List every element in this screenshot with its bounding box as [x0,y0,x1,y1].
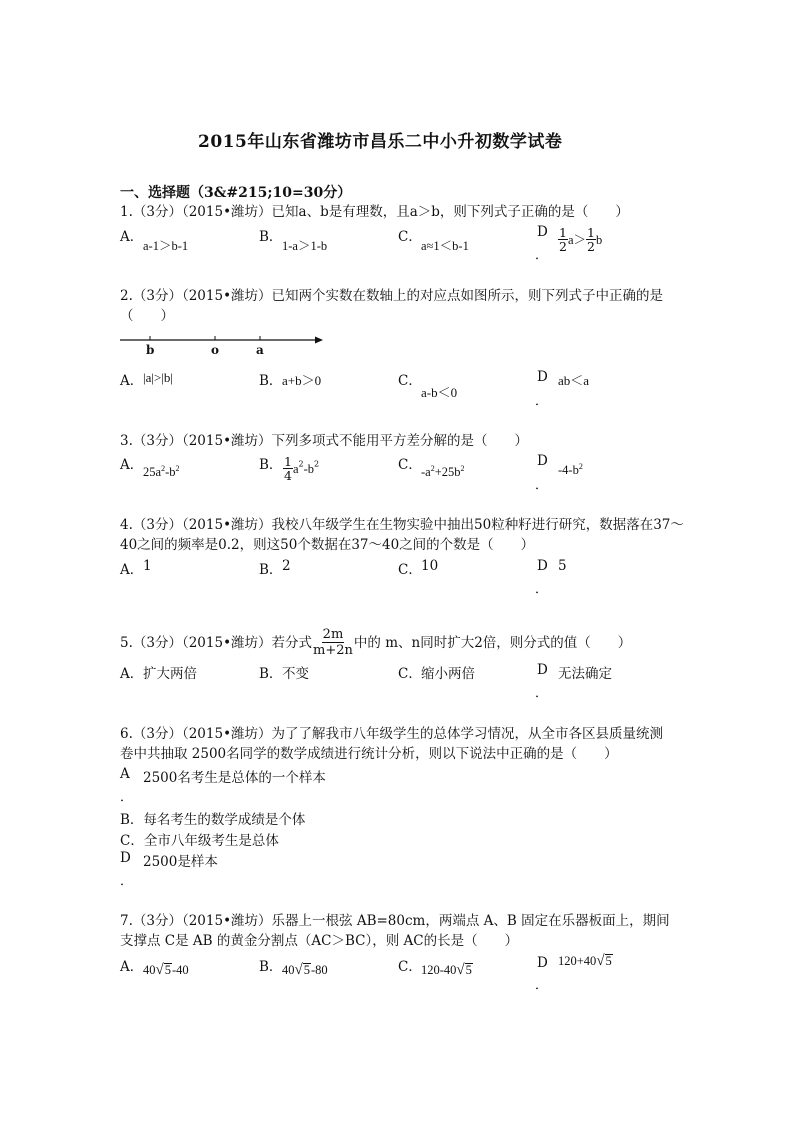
q6-option-a-label: A [120,766,130,782]
q5-option-a: 扩大两倍 [143,666,197,682]
q7-option-c-label: C． [398,959,422,975]
q3-b-fraction: $\frac{1}{4}$ [284,454,292,483]
q2-option-c: a-b＜0 [421,385,458,400]
q6-option-a: 2500名考生是总体的一个样本 [143,770,326,786]
q2-option-d: ab＜a [558,373,590,388]
question-6-stem-line2: 卷中共抽取 2500名同学的数学成绩进行统计分析，则以下说法中正确的是（ ） [120,746,618,762]
question-6-stem-line1: 6.（3分）（2015•潍坊）为了了解我市八年级学生的总体学习情况，从全市各区县质量统测 [120,726,664,742]
question-5-stem: 5.（3分）（2015•潍坊）若分式 $\frac{2m}{m+2n}$ 中的 m、n同时扩大2倍，则分式的值（ ） [120,627,632,658]
q2-option-c-label: C． [398,373,422,389]
q2-option-b: a+b＞0 [282,373,322,388]
q3-option-d: $-4-b^2$ [558,462,583,478]
q1-d-fraction-2: $\frac{1}{2}$ [587,225,595,254]
q4-option-d-label: D [537,558,548,574]
q4-option-c-label: C． [398,562,422,578]
q4-option-a-label: A． [120,562,144,578]
q1-option-d: $\frac{1}{2}$ a＞ $\frac{1}{2}$ b [559,225,603,254]
q4-option-d: 5 [558,558,567,574]
number-line-label-b: b [146,343,155,357]
q2-option-d-label: D [537,369,548,385]
q4-option-a: 1 [143,558,152,574]
sqrt-icon: √ [456,962,465,978]
q3-option-c-label: C． [398,457,422,473]
q4-option-b: 2 [282,558,291,574]
question-1-stem: 1.（3分）（2015•潍坊）已知a、b是有理数，且a＞b，则下列式子正确的是（ ） [120,204,629,220]
q5-option-c-label: C． [398,666,422,682]
q5-option-d: 无法确定 [558,666,612,682]
q1-option-c: a≈1＜b-1 [421,239,469,253]
q3-option-d-dot: ． [535,478,549,493]
q7-option-c: 120-40√5 [421,962,472,978]
sqrt-icon: √ [294,962,303,978]
q7-option-a-label: A． [120,959,144,975]
section-heading: 一、选择题（3&#215;10=30分） [120,185,352,201]
question-2-stem-line1: 2.（3分）（2015•潍坊）已知两个实数在数轴上的对应点如图所示，则下列式子中正确的是 [120,288,664,304]
q6-option-a-dot: ． [120,790,134,805]
q6-option-d-label: D [120,850,131,866]
q2-option-d-dot: ． [535,394,549,409]
number-line-arrow [315,337,323,344]
q5-option-d-label: D [537,662,548,678]
q7-option-d: 120+40√5 [558,953,612,969]
q4-option-b-label: B． [259,562,283,578]
q4-option-d-dot: ． [535,582,549,597]
q1-d-fraction-1: $\frac{1}{2}$ [559,225,567,254]
q3-option-d-label: D [537,453,548,469]
q7-option-b: 40√5-80 [282,962,328,978]
question-3-stem: 3.（3分）（2015•潍坊）下列多项式不能用平方差分解的是（ ） [120,433,529,449]
q6-option-b: B．每名考生的数学成绩是个体 [120,812,306,828]
sqrt-icon: √ [155,962,164,978]
q2-option-a-label: A． [120,373,144,389]
q1-option-d-label: D [537,224,548,240]
q5-option-b-label: B． [259,666,283,682]
q7-option-a: 40√5-40 [143,962,189,978]
q1-option-b-label: B． [259,229,283,245]
q6-option-d: 2500是样本 [143,854,218,870]
q2-option-b-label: B． [259,373,283,389]
page-title: 2015年山东省潍坊市昌乐二中小升初数学试卷 [198,132,563,152]
question-7-stem-line2: 支撑点 C是 AB 的黄金分割点（AC＞BC），则 AC的长是（ ） [120,933,519,949]
q3-option-b-label: B． [259,457,283,473]
q3-option-a: $25a^2-b^2$ [143,464,180,480]
q6-option-c: C．全市八年级考生是总体 [120,833,279,849]
question-2-stem-line2: （ ） [120,308,174,324]
q5-fraction: $\frac{2m}{m+2n}$ [313,627,353,658]
question-7-stem-line1: 7.（3分）（2015•潍坊）乐器上一根弦 AB=80cm，两端点 A、B 固定在乐器板面上，期间 [120,913,670,929]
q1-option-b: 1-a＞1-b [282,239,328,253]
q7-option-d-label: D [537,955,548,971]
q5-option-c: 缩小两倍 [421,666,475,682]
q7-option-b-label: B． [259,959,283,975]
q5-option-b: 不变 [282,666,309,682]
sqrt-icon: √ [596,953,605,969]
q2-option-a: |a|>|b| [143,370,174,385]
q1-option-c-label: C． [398,229,422,245]
q4-option-c: 10 [421,558,439,574]
q1-option-d-dot: ． [535,248,549,263]
q3-option-c: $-a^2+25b^2$ [421,464,465,480]
number-line-label-o: o [211,343,220,357]
q1-option-a: a-1＞b-1 [143,239,189,253]
question-4-stem-line2: 40之间的频率是0.2，则这50个数据在37～40之间的个数是（ ） [120,537,535,553]
q1-option-a-label: A． [120,229,144,245]
question-4-stem-line1: 4.（3分）（2015•潍坊）我校八年级学生在生物实验中抽出50粒种籽进行研究，数据落在37～ [120,517,684,533]
q3-option-a-label: A． [120,457,144,473]
q3-option-b: $\frac{1}{4}$ $a^2-b^2$ [284,454,320,483]
q6-option-d-dot: ． [120,874,134,889]
q5-option-d-dot: ． [535,686,549,701]
q7-option-d-dot: ． [535,978,549,993]
q5-option-a-label: A． [120,666,144,682]
number-line-label-a: a [256,343,264,357]
